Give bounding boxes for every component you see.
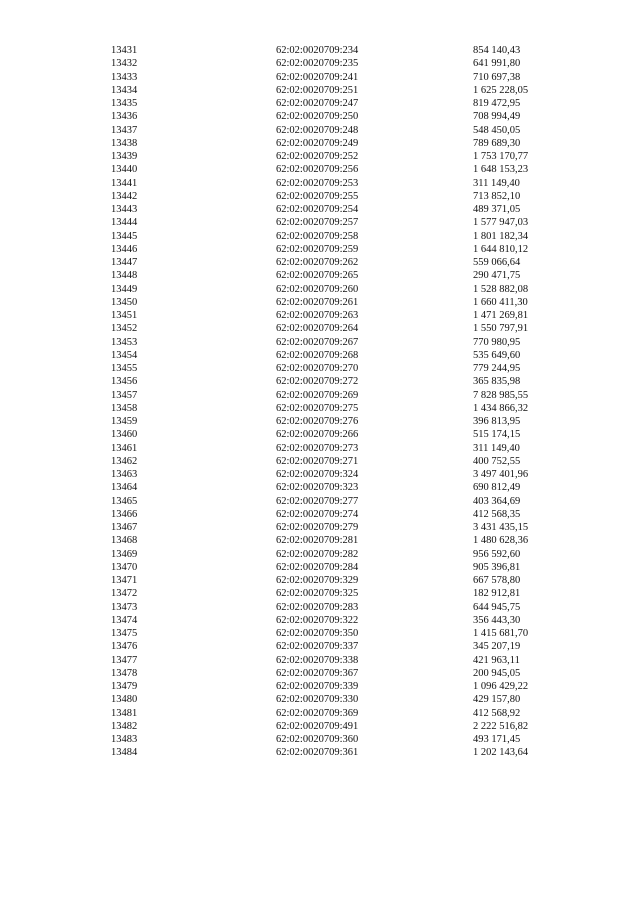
- table-row: [0, 243, 640, 256]
- row-number: 13435: [111, 98, 138, 109]
- table-row: [0, 614, 640, 627]
- cadastral-number: 62:02:0020709:260: [276, 283, 359, 295]
- cadastral-value: 559 066,64: [473, 257, 521, 268]
- cadastral-number: 62:02:0020709:254: [276, 204, 359, 215]
- table-row: [0, 627, 640, 640]
- table-row: [0, 548, 640, 561]
- row-number: 13431: [111, 45, 138, 56]
- cadastral-value: 708 994,49: [473, 111, 521, 123]
- cadastral-value: 1 202 143,64: [473, 747, 529, 759]
- cadastral-number: 62:02:0020709:248: [276, 124, 359, 136]
- row-number: 13452: [111, 323, 138, 335]
- row-number: 13468: [111, 535, 138, 547]
- row-number: 13484: [111, 747, 138, 759]
- cadastral-value: 3 431 435,15: [473, 522, 529, 533]
- row-number: 13472: [111, 588, 138, 600]
- cadastral-number: 62:02:0020709:273: [276, 442, 359, 454]
- cadastral-value: 779 244,95: [473, 363, 521, 374]
- row-number: 13461: [111, 442, 138, 454]
- row-number: 13433: [111, 71, 138, 83]
- cadastral-value: 400 752,55: [473, 455, 521, 467]
- cadastral-value: 2 222 516,82: [473, 720, 529, 732]
- table-row: [0, 707, 640, 720]
- table-row: [0, 309, 640, 322]
- cadastral-number: 62:02:0020709:367: [276, 667, 359, 679]
- row-number: 13475: [111, 628, 138, 639]
- cadastral-number: 62:02:0020709:271: [276, 455, 359, 467]
- cadastral-number: 62:02:0020709:330: [276, 694, 359, 706]
- cadastral-number: 62:02:0020709:369: [276, 707, 359, 719]
- table-row: [0, 230, 640, 243]
- row-number: 13446: [111, 243, 138, 255]
- table-row: [0, 640, 640, 653]
- cadastral-number: 62:02:0020709:338: [276, 654, 359, 666]
- cadastral-value: 956 592,60: [473, 548, 521, 560]
- cadastral-number: 62:02:0020709:258: [276, 230, 359, 242]
- cadastral-number: 62:02:0020709:276: [276, 416, 359, 427]
- cadastral-value: 421 963,11: [473, 654, 520, 666]
- cadastral-number: 62:02:0020709:277: [276, 495, 359, 507]
- cadastral-value: 7 828 985,55: [473, 389, 529, 401]
- cadastral-number: 62:02:0020709:265: [276, 270, 359, 282]
- table-row: [0, 654, 640, 667]
- row-number: 13455: [111, 363, 138, 374]
- cadastral-number: 62:02:0020709:282: [276, 548, 359, 560]
- cadastral-number: 62:02:0020709:234: [276, 45, 359, 56]
- cadastral-number: 62:02:0020709:266: [276, 429, 359, 441]
- table-row: [0, 455, 640, 468]
- cadastral-number: 62:02:0020709:281: [276, 535, 359, 547]
- cadastral-number: 62:02:0020709:267: [276, 336, 359, 348]
- cadastral-number: 62:02:0020709:252: [276, 151, 359, 162]
- cadastral-value: 345 207,19: [473, 641, 521, 653]
- row-number: 13463: [111, 469, 138, 480]
- cadastral-value: 1 644 810,12: [473, 243, 529, 255]
- cadastral-number: 62:02:0020709:325: [276, 588, 359, 600]
- cadastral-value: 515 174,15: [473, 429, 521, 441]
- cadastral-number: 62:02:0020709:269: [276, 389, 359, 401]
- table-row: [0, 746, 640, 759]
- cadastral-value: 403 364,69: [473, 495, 521, 507]
- table-row: [0, 375, 640, 388]
- row-number: 13473: [111, 601, 138, 613]
- row-number: 13436: [111, 111, 138, 123]
- table-row: [0, 508, 640, 521]
- cadastral-number: 62:02:0020709:361: [276, 747, 359, 759]
- row-number: 13454: [111, 349, 138, 361]
- cadastral-value: 412 568,35: [473, 508, 521, 520]
- table-row: [0, 110, 640, 123]
- cadastral-value: 311 149,40: [473, 177, 520, 189]
- cadastral-number: 62:02:0020709:241: [276, 71, 359, 83]
- cadastral-value: 548 450,05: [473, 124, 521, 136]
- cadastral-number: 62:02:0020709:279: [276, 522, 359, 533]
- cadastral-number: 62:02:0020709:275: [276, 402, 359, 414]
- cadastral-value: 493 171,45: [473, 734, 521, 745]
- row-number: 13483: [111, 734, 138, 745]
- cadastral-number: 62:02:0020709:329: [276, 575, 359, 586]
- row-number: 13441: [111, 177, 138, 189]
- cadastral-number: 62:02:0020709:247: [276, 98, 359, 109]
- row-number: 13471: [111, 575, 138, 586]
- cadastral-value: 396 813,95: [473, 416, 521, 427]
- cadastral-number: 62:02:0020709:256: [276, 164, 359, 176]
- row-number: 13437: [111, 124, 138, 136]
- table-row: [0, 203, 640, 216]
- row-number: 13440: [111, 164, 138, 176]
- cadastral-value: 770 980,95: [473, 336, 521, 348]
- table-row: [0, 322, 640, 335]
- row-number: 13481: [111, 707, 138, 719]
- row-number: 13456: [111, 376, 138, 388]
- cadastral-number: 62:02:0020709:255: [276, 190, 359, 202]
- row-number: 13451: [111, 310, 138, 321]
- row-number: 13474: [111, 614, 138, 626]
- cadastral-number: 62:02:0020709:270: [276, 363, 359, 374]
- table-row: [0, 150, 640, 163]
- cadastral-value: 667 578,80: [473, 575, 521, 586]
- cadastral-number: 62:02:0020709:250: [276, 111, 359, 123]
- row-number: 13458: [111, 402, 138, 414]
- table-row: [0, 693, 640, 706]
- cadastral-value: 1 753 170,77: [473, 151, 529, 162]
- row-number: 13434: [111, 84, 138, 96]
- row-number: 13432: [111, 58, 138, 70]
- row-number: 13438: [111, 137, 138, 149]
- cadastral-value: 489 371,05: [473, 204, 521, 215]
- cadastral-number: 62:02:0020709:337: [276, 641, 359, 653]
- table-row: [0, 269, 640, 282]
- cadastral-number: 62:02:0020709:350: [276, 628, 359, 639]
- row-number: 13464: [111, 482, 138, 494]
- cadastral-number: 62:02:0020709:262: [276, 257, 359, 268]
- table-row: [0, 84, 640, 97]
- cadastral-value: 905 396,81: [473, 561, 521, 573]
- table-row: [0, 124, 640, 137]
- cadastral-number: 62:02:0020709:284: [276, 561, 359, 573]
- table-row: [0, 389, 640, 402]
- cadastral-value: 1 660 411,30: [473, 296, 528, 308]
- row-number: 13479: [111, 681, 138, 692]
- row-number: 13460: [111, 429, 138, 441]
- cadastral-value: 789 689,30: [473, 137, 521, 149]
- cadastral-value: 365 835,98: [473, 376, 521, 388]
- cadastral-value: 1 096 429,22: [473, 681, 529, 692]
- cadastral-number: 62:02:0020709:253: [276, 177, 359, 189]
- table-row: [0, 44, 640, 57]
- table-row: [0, 561, 640, 574]
- table-row: [0, 720, 640, 733]
- table-row: [0, 71, 640, 84]
- row-number: 13477: [111, 654, 138, 666]
- cadastral-number: 62:02:0020709:259: [276, 243, 359, 255]
- cadastral-value: 819 472,95: [473, 98, 521, 109]
- cadastral-number: 62:02:0020709:235: [276, 58, 359, 70]
- cadastral-number: 62:02:0020709:283: [276, 601, 359, 613]
- table-row: [0, 574, 640, 587]
- row-number: 13467: [111, 522, 138, 533]
- cadastral-number: 62:02:0020709:322: [276, 614, 359, 626]
- cadastral-value: 200 945,05: [473, 667, 521, 679]
- table-row: [0, 163, 640, 176]
- row-number: 13443: [111, 204, 138, 215]
- cadastral-value-table: [0, 44, 640, 760]
- table-row: [0, 587, 640, 600]
- table-row: [0, 256, 640, 269]
- row-number: 13478: [111, 667, 138, 679]
- cadastral-number: 62:02:0020709:274: [276, 508, 359, 520]
- cadastral-value: 429 157,80: [473, 694, 521, 706]
- cadastral-number: 62:02:0020709:324: [276, 469, 359, 480]
- table-row: [0, 57, 640, 70]
- cadastral-number: 62:02:0020709:272: [276, 376, 359, 388]
- table-row: [0, 667, 640, 680]
- row-number: 13465: [111, 495, 138, 507]
- cadastral-value: 1 528 882,08: [473, 283, 529, 295]
- cadastral-value: 356 443,30: [473, 614, 521, 626]
- table-row: [0, 601, 640, 614]
- row-number: 13447: [111, 257, 138, 268]
- table-row: [0, 495, 640, 508]
- cadastral-value: 690 812,49: [473, 482, 521, 494]
- table-row: [0, 468, 640, 481]
- cadastral-number: 62:02:0020709:268: [276, 349, 359, 361]
- table-row: [0, 177, 640, 190]
- cadastral-number: 62:02:0020709:249: [276, 137, 359, 149]
- row-number: 13476: [111, 641, 138, 653]
- cadastral-value: 713 852,10: [473, 190, 521, 202]
- row-number: 13459: [111, 416, 138, 427]
- row-number: 13442: [111, 190, 138, 202]
- table-row: [0, 481, 640, 494]
- row-number: 13469: [111, 548, 138, 560]
- cadastral-number: 62:02:0020709:323: [276, 482, 359, 494]
- cadastral-value: 1 480 628,36: [473, 535, 529, 547]
- cadastral-value: 290 471,75: [473, 270, 521, 282]
- table-row: [0, 402, 640, 415]
- cadastral-value: 3 497 401,96: [473, 469, 529, 480]
- cadastral-number: 62:02:0020709:257: [276, 217, 359, 229]
- row-number: 13449: [111, 283, 138, 295]
- cadastral-value: 412 568,92: [473, 707, 521, 719]
- cadastral-value: 1 648 153,23: [473, 164, 529, 176]
- row-number: 13450: [111, 296, 138, 308]
- row-number: 13462: [111, 455, 138, 467]
- cadastral-value: 1 415 681,70: [473, 628, 529, 639]
- table-row: [0, 415, 640, 428]
- row-number: 13457: [111, 389, 138, 401]
- cadastral-number: 62:02:0020709:491: [276, 720, 359, 732]
- row-number: 13439: [111, 151, 138, 162]
- cadastral-value: 710 697,38: [473, 71, 521, 83]
- table-row: [0, 216, 640, 229]
- cadastral-value: 641 991,80: [473, 58, 521, 70]
- cadastral-value: 1 801 182,34: [473, 230, 529, 242]
- table-row: [0, 137, 640, 150]
- cadastral-number: 62:02:0020709:261: [276, 296, 359, 308]
- table-row: [0, 336, 640, 349]
- cadastral-value: 1 434 866,32: [473, 402, 529, 414]
- row-number: 13466: [111, 508, 138, 520]
- table-row: [0, 283, 640, 296]
- cadastral-value: 1 625 228,05: [473, 84, 529, 96]
- cadastral-number: 62:02:0020709:251: [276, 84, 359, 96]
- row-number: 13444: [111, 217, 138, 229]
- table-row: [0, 97, 640, 110]
- row-number: 13445: [111, 230, 138, 242]
- cadastral-value: 182 912,81: [473, 588, 521, 600]
- row-number: 13480: [111, 694, 138, 706]
- table-row: [0, 296, 640, 309]
- table-row: [0, 349, 640, 362]
- cadastral-value: 1 550 797,91: [473, 323, 529, 335]
- cadastral-value: 1 577 947,03: [473, 217, 529, 229]
- row-number: 13482: [111, 720, 138, 732]
- row-number: 13470: [111, 561, 138, 573]
- table-row: [0, 733, 640, 746]
- row-number: 13448: [111, 270, 138, 282]
- cadastral-value: 535 649,60: [473, 349, 521, 361]
- table-row: [0, 442, 640, 455]
- cadastral-number: 62:02:0020709:264: [276, 323, 359, 335]
- table-row: [0, 521, 640, 534]
- table-row: [0, 680, 640, 693]
- cadastral-number: 62:02:0020709:360: [276, 734, 359, 745]
- cadastral-number: 62:02:0020709:263: [276, 310, 359, 321]
- cadastral-value: 311 149,40: [473, 442, 520, 454]
- cadastral-value: 644 945,75: [473, 601, 521, 613]
- cadastral-number: 62:02:0020709:339: [276, 681, 359, 692]
- table-row: [0, 534, 640, 547]
- row-number: 13453: [111, 336, 138, 348]
- table-row: [0, 362, 640, 375]
- cadastral-value: 1 471 269,81: [473, 310, 529, 321]
- table-row: [0, 428, 640, 441]
- cadastral-value: 854 140,43: [473, 45, 521, 56]
- table-row: [0, 190, 640, 203]
